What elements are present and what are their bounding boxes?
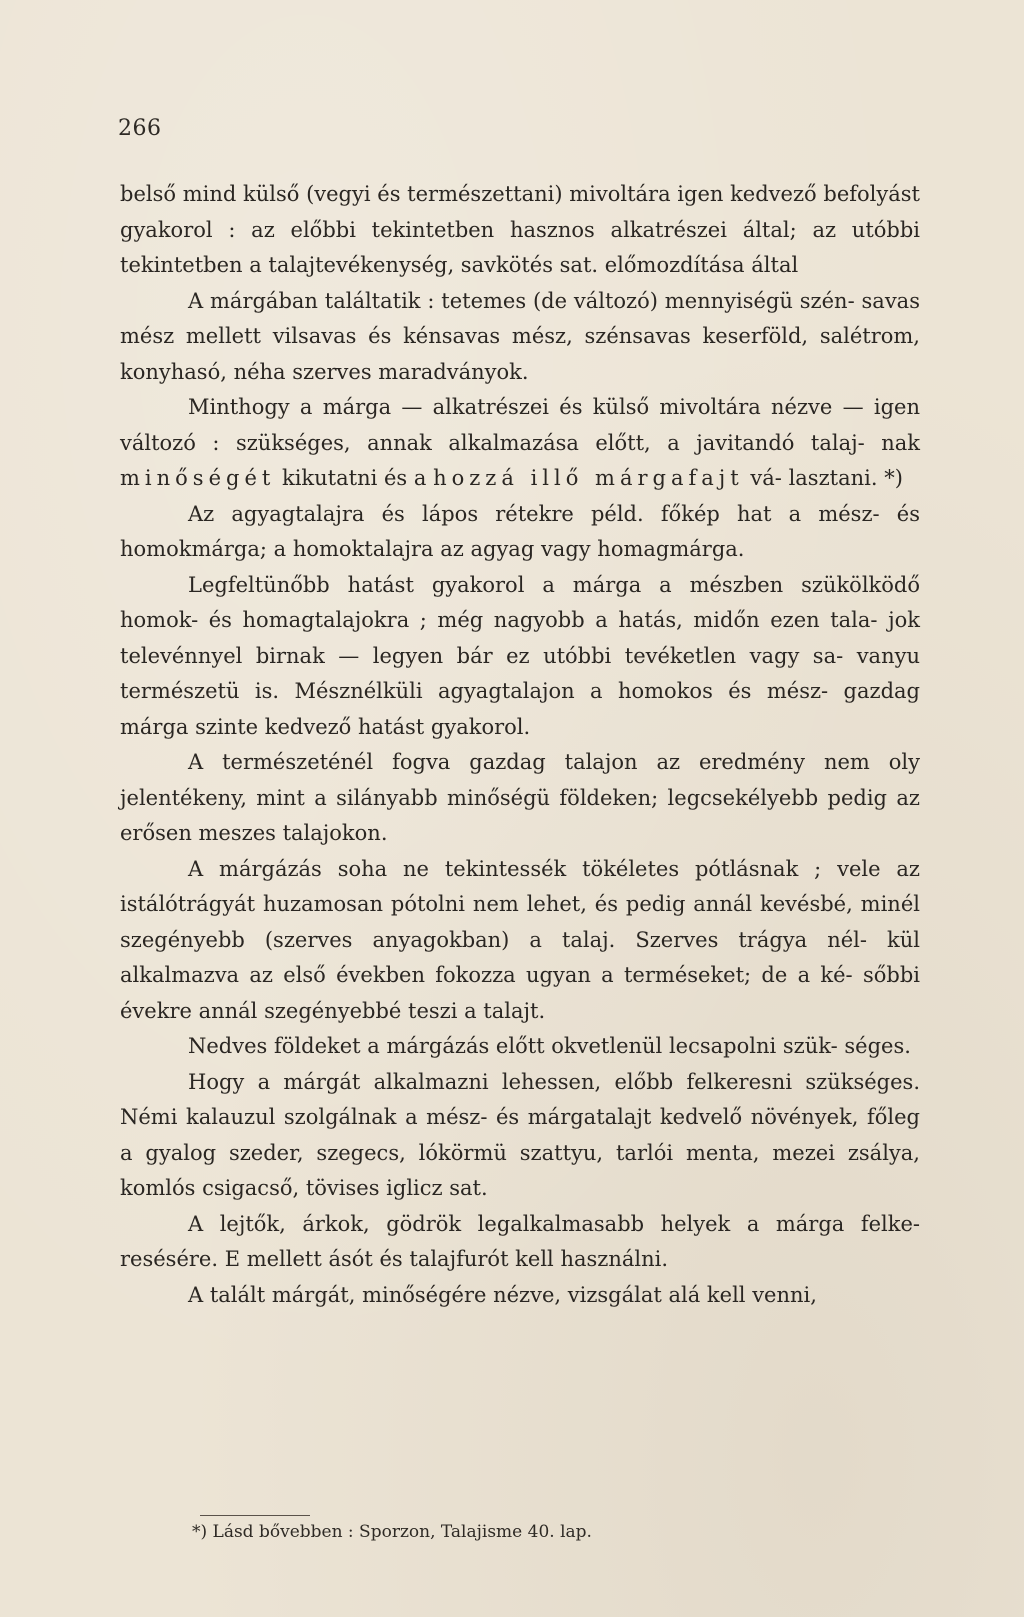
text-line: resésére. E mellett ásót és talajfurót kell használni. (120, 1247, 669, 1271)
text-line: vá- (743, 466, 782, 490)
text-line: salétrom, konyhasó, néha szerves maradványok. (120, 324, 920, 384)
text-line: jok televénnyel birnak — legyen bár ez utóbbi tevéketlen vagy sa- (120, 608, 920, 668)
text-line: nak (881, 430, 920, 455)
text-line: homokmárga; a homoktalajra az agyag vagy homagmárga. (120, 537, 745, 561)
text-line: Nedves földeket a márgázás előtt okvetlenül lecsapolni szük- (188, 1034, 838, 1058)
text-line: A márgában találtatik : tetemes (de változó) mennyiségü szén- (188, 288, 855, 313)
text-line: befolyást gyakorol : az előbbi tekintetben hasznos alkatrészei által; (120, 182, 920, 242)
text-line: savas mész mellett vilsavas és kénsavas mész, szénsavas keserföld, (120, 288, 920, 348)
text-line: Legfeltünőbb hatást gyakorol a márga a mészben szükölködő (188, 572, 920, 597)
text-line: A lejtők, árkok, gödrök legalkalmasabb helyek a márga felke- (188, 1211, 920, 1236)
text-line: Hogy a márgát alkalmazni lehessen, előbb felkeresni szükséges. (188, 1069, 920, 1094)
paragraph (120, 1278, 920, 1314)
body-text (120, 177, 920, 1313)
text-line: által (751, 253, 799, 277)
paragraph (120, 1029, 920, 1065)
text-line: kikutatni és a (275, 466, 434, 490)
text-line: lasztani. *) (788, 466, 903, 490)
text-line: jelentékeny, mint a silányabb minőségü földeken; legcsekélyebb pedig (120, 785, 887, 810)
text-line: sőbbi évekre annál szegényebbé teszi a talajt. (120, 963, 920, 1023)
text-line: homok- és homagtalajokra ; még nagyobb a hatás, midőn ezen tala- (120, 608, 878, 632)
text-line: Minthogy a márga — alkatrészei és külső mivoltára nézve — (188, 395, 864, 419)
footnote: *) Lásd bővebben : Sporzon, Talajisme 40. lap. (192, 1522, 592, 1542)
text-line: Az agyagtalajra és lápos rétekre péld. főkép hat a mész- és (188, 501, 920, 526)
footnote-divider (200, 1515, 310, 1516)
text-line: A természeténél fogva gazdag talajon az eredmény nem oly (188, 750, 920, 774)
text-line: istálótrágyát huzamosan pótolni nem lehet, és pedig annál kevésbé, (120, 892, 853, 916)
text-line: Némi kalauzul szolgálnak a mész- és márgatalajt kedvelő növények, (120, 1105, 859, 1129)
text-line: belső mind külső (vegyi és természettani) mivoltára igen kedvező (120, 182, 817, 206)
paragraph (120, 1207, 920, 1278)
text-line: kül alkalmazva az első években fokozza ugyan a terméseket; de a ké- (120, 927, 920, 987)
emphasized-spaced-text: hozzá illő márgafajt (433, 466, 744, 490)
emphasized-spaced-text: minőségét (120, 466, 276, 490)
paragraph (120, 1065, 920, 1207)
text-line: zsálya, komlós csigacső, tövises iglicz sat. (120, 1140, 920, 1200)
page-number: 266 (118, 116, 162, 141)
text-line: minél szegényebb (szerves anyagokban) a talaj. Szerves trágya nél- (120, 892, 920, 952)
paragraph (120, 177, 920, 284)
paragraph (120, 497, 920, 568)
paragraph (120, 390, 920, 497)
text-line: vanyu természetü is. Mésznélküli agyagtalajon a homokos és mész- (120, 643, 920, 703)
paragraph (120, 284, 920, 391)
text-line: A márgázás soha ne tekintessék tökéletes pótlásnak ; vele az (188, 856, 920, 881)
text-line: az erősen meszes talajokon. (120, 785, 920, 845)
text-line: igen változó : szükséges, annak alkalmazása előtt, a javitandó talaj- (120, 395, 920, 455)
paragraph (120, 745, 920, 852)
text-line: A talált márgát, minőségére nézve, vizsgálat alá kell venni, (188, 1282, 817, 1307)
text-line: az utóbbi tekintetben a talajtevékenység, savkötés sat. előmozdítása (120, 217, 921, 277)
paragraph (120, 852, 920, 1030)
text-line: séges. (844, 1034, 911, 1058)
paragraph (120, 568, 920, 746)
text-line: főleg a gyalog szeder, szegecs, lókörmü szattyu, tarlói menta, mezei (120, 1105, 920, 1165)
text-line: gazdag márga szinte kedvező hatást gyakorol. (120, 679, 920, 739)
